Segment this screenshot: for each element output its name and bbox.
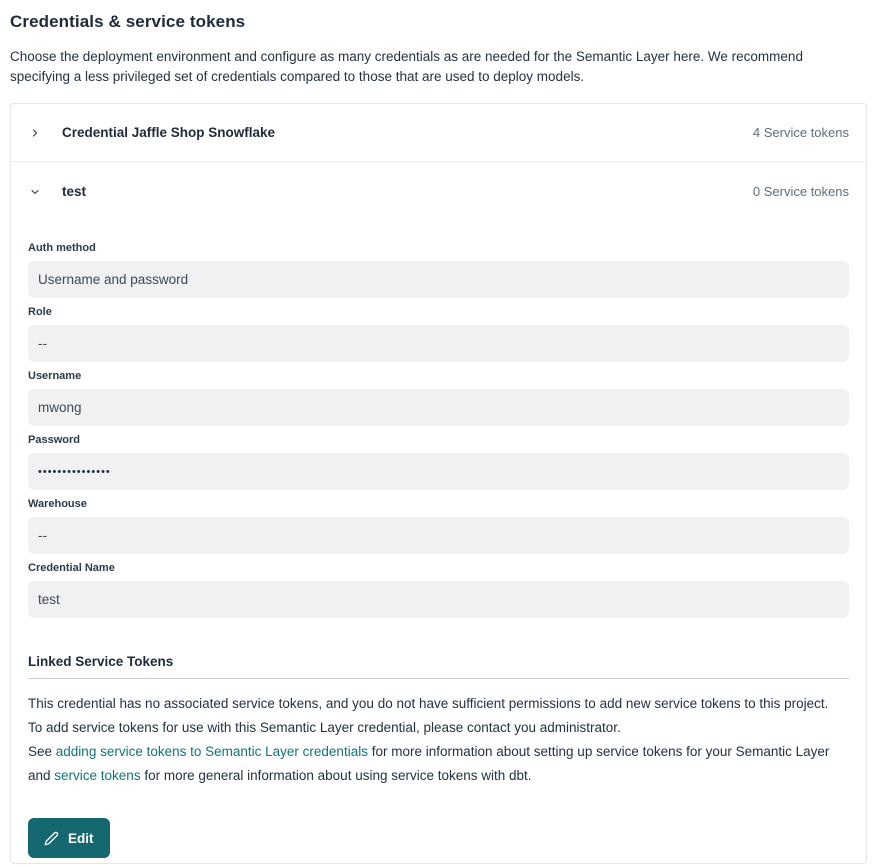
field-credential-name: [28, 562, 849, 618]
docs-message-post: for more general information about using service tokens with dbt.: [140, 768, 532, 783]
field-value: mwong: [38, 400, 82, 415]
field-label: Password: [28, 434, 80, 446]
pencil-icon: [44, 831, 59, 846]
field-value: •••••••••••••••: [38, 465, 111, 478]
warehouse-field: [28, 517, 849, 554]
field-value: --: [38, 336, 47, 351]
service-tokens-count: 0 Service tokens: [752, 184, 849, 199]
credential-row-test[interactable]: [11, 162, 866, 221]
credential-details: [11, 221, 866, 858]
credential-name-field: [28, 581, 849, 618]
chevron-down-icon: [28, 185, 42, 199]
edit-button[interactable]: [28, 818, 110, 858]
docs-message-pre: See: [28, 744, 56, 759]
linked-service-tokens-section: [28, 654, 849, 858]
section-divider: [28, 678, 849, 679]
field-auth-method: [28, 242, 849, 298]
docs-message: [28, 740, 840, 788]
service-tokens-count: 4 Service tokens: [752, 125, 849, 140]
chevron-right-icon: [28, 126, 42, 140]
page-description: Choose the deployment environment and configure as many credentials as are needed for the Semantic Layer here. We recommend specifying a less privileged set of credentials compared to those that are used to deploy models.: [10, 49, 803, 84]
role-field: [28, 325, 849, 362]
credentials-card: [10, 103, 867, 864]
username-field: [28, 389, 849, 426]
field-label: Credential Name: [28, 562, 115, 574]
edit-button-label: Edit: [68, 830, 94, 846]
field-label: Auth method: [28, 242, 96, 254]
field-warehouse: [28, 498, 849, 554]
field-label: Username: [28, 370, 82, 382]
credential-row-jaffle-shop[interactable]: [11, 104, 866, 161]
linked-service-tokens-heading: Linked Service Tokens: [28, 654, 174, 669]
credential-name: test: [62, 184, 87, 199]
field-value: --: [38, 528, 47, 543]
field-role: [28, 306, 849, 362]
password-field: [28, 453, 849, 490]
docs-message-mid: for more information about setting up service tokens for your Semantic Layer and: [28, 744, 830, 783]
auth-method-field: [28, 261, 849, 298]
field-label: Role: [28, 306, 52, 318]
credential-name: Credential Jaffle Shop Snowflake: [62, 125, 276, 140]
page-title: Credentials & service tokens: [10, 12, 246, 31]
field-value: test: [38, 592, 60, 607]
field-username: [28, 370, 849, 426]
field-value: Username and password: [38, 272, 189, 287]
semantic-layer-credentials-link[interactable]: adding service tokens to Semantic Layer credentials: [55, 744, 368, 759]
service-tokens-link[interactable]: service tokens: [54, 768, 141, 783]
field-label: Warehouse: [28, 498, 87, 510]
no-tokens-message: This credential has no associated service tokens, and you do not have sufficient permissions to add new service tokens to this project. To add service tokens for use with this Semantic Layer credential, please contact you administrator.: [28, 696, 829, 735]
field-password: [28, 434, 849, 490]
